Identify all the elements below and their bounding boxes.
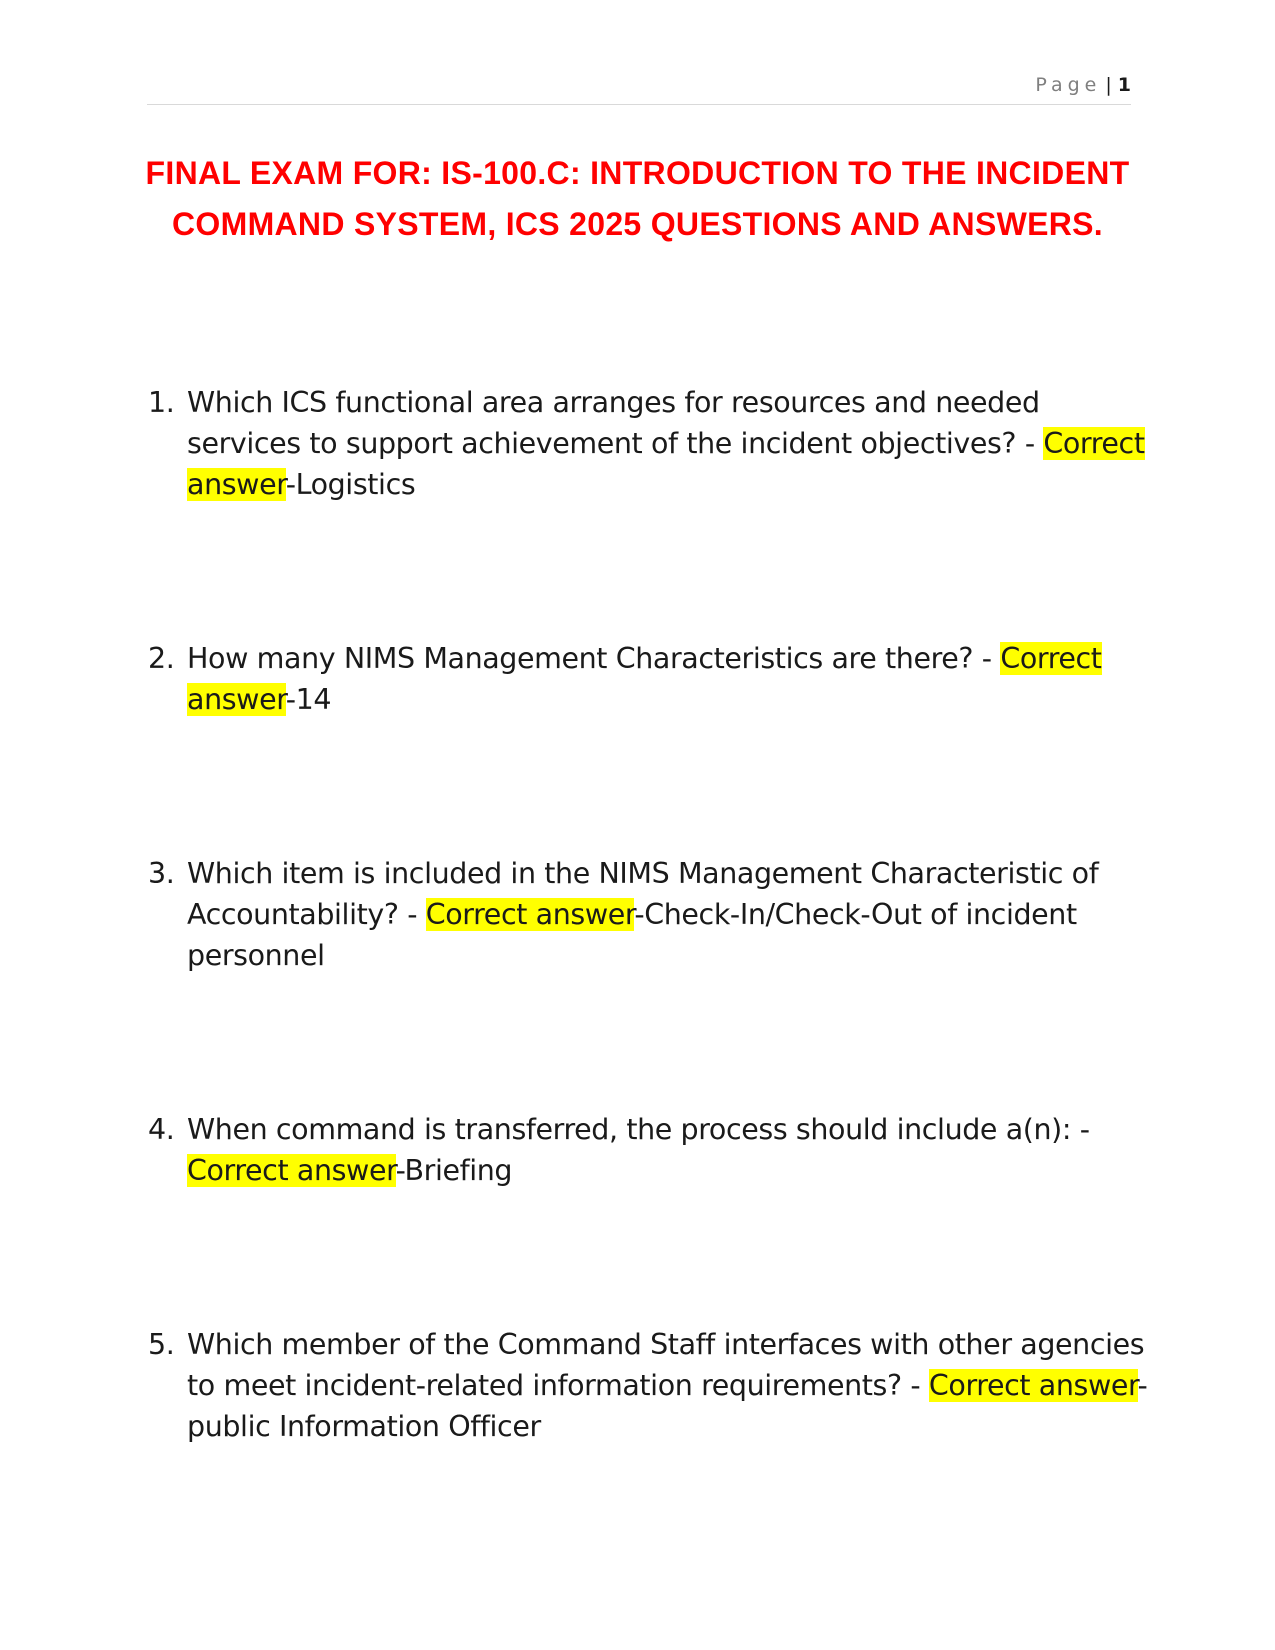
correct-answer-highlight: Correct answer: [187, 642, 1102, 716]
correct-answer-highlight: Correct answer: [187, 427, 1145, 501]
question-body: [187, 853, 1148, 976]
answer-text: -Check-In/Check-Out of incident personnel: [187, 898, 1077, 972]
correct-answer-highlight: Correct answer: [425, 898, 635, 931]
question-number: 1.: [148, 386, 175, 419]
answer-text: -Logistics: [285, 468, 416, 501]
correct-answer-highlight: Correct answer: [928, 1369, 1138, 1402]
question-text: Which item is included in the NIMS Management Characteristic of Accountability? -: [187, 857, 1099, 931]
answer-text: -public Information Officer: [187, 1369, 1148, 1443]
question-number: 3.: [148, 857, 175, 890]
question-body: [187, 1109, 1148, 1191]
question-text: How many NIMS Management Characteristics are there? -: [187, 642, 992, 675]
answer-text: -Briefing: [395, 1154, 513, 1187]
question-item: [148, 1109, 1148, 1191]
question-item: [148, 382, 1148, 505]
question-number: 5.: [148, 1328, 175, 1361]
question-item: [148, 853, 1148, 976]
question-body: [187, 638, 1148, 720]
question-body: [187, 382, 1148, 505]
page-label: Page: [1035, 74, 1102, 96]
question-text: Which member of the Command Staff interfaces with other agencies to meet incident-related information requirements? -: [187, 1328, 1145, 1402]
answer-text: -14: [285, 683, 332, 716]
question-text: Which ICS functional area arranges for resources and needed services to support achievement of the incident objectives? -: [187, 386, 1040, 460]
page-header: [147, 74, 1131, 105]
page-separator: |: [1105, 74, 1112, 96]
correct-answer-highlight: Correct answer: [187, 1154, 396, 1187]
question-text: When command is transferred, the process should include a(n): -: [187, 1113, 1090, 1146]
question-item: [148, 638, 1148, 720]
question-item: [148, 1324, 1148, 1447]
question-body: [187, 1324, 1148, 1447]
question-number: 4.: [148, 1113, 175, 1146]
question-number: 2.: [148, 642, 175, 675]
page-number: 1: [1117, 74, 1131, 96]
document-title: FINAL EXAM FOR: IS-100.C: INTRODUCTION TO THE INCIDENT COMMAND SYSTEM, ICS 2025 QUESTIONS AND ANSWERS.: [145, 155, 1130, 242]
